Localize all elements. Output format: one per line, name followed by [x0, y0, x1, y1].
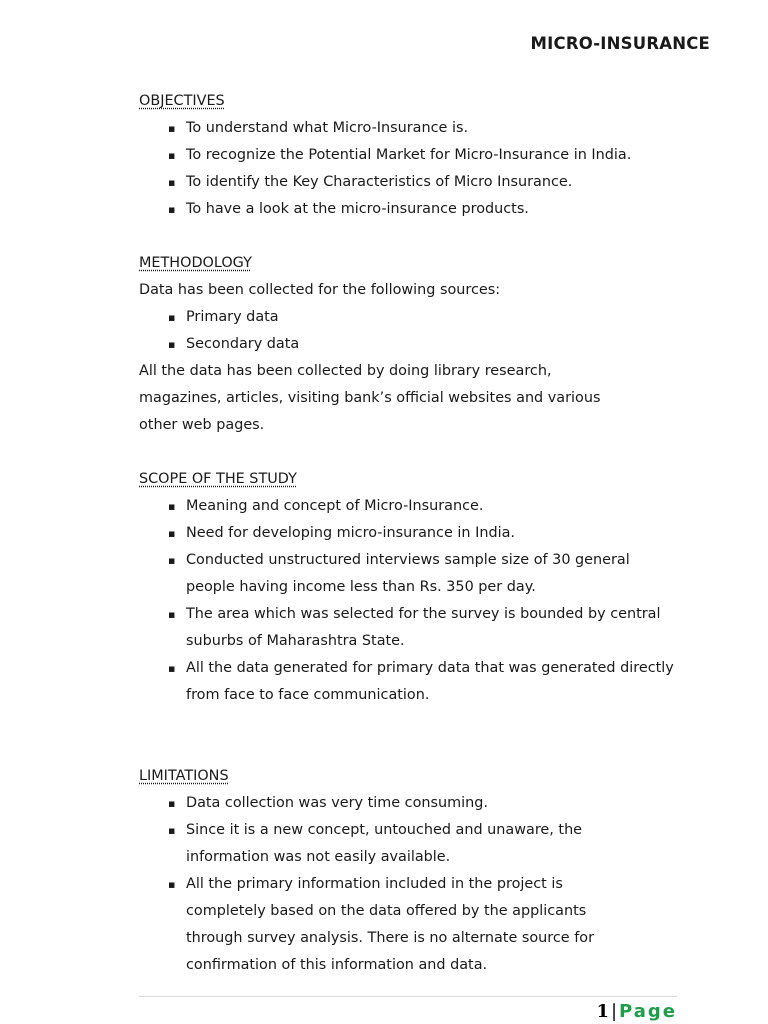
methodology-list [139, 304, 699, 358]
limitations-list [139, 790, 639, 979]
page-number: 1 [596, 1001, 609, 1022]
objectives-heading: OBJECTIVES [139, 93, 225, 109]
scope-heading: SCOPE OF THE STUDY [139, 471, 297, 487]
list-item: ▪ To identify the Key Characteristics of Micro Insurance. [139, 169, 699, 196]
list-item: ▪ Need for developing micro-insurance in India. [139, 520, 679, 547]
list-item: ▪ To have a look at the micro-insurance products. [139, 196, 699, 223]
methodology-paragraph-line: magazines, articles, visiting bank’s official websites and various [139, 390, 601, 406]
page-label: Page [619, 1001, 677, 1022]
footer-divider [139, 996, 677, 997]
list-item: ▪ All the primary information included in the project is completely based on the data offered by the applicants through survey analysis. There is no alternate source for confirmation of this information and data. [139, 871, 639, 979]
list-item: ▪ The area which was selected for the survey is bounded by central suburbs of Maharashtra State. [139, 601, 679, 655]
list-item: ▪ To understand what Micro-Insurance is. [139, 115, 699, 142]
page-separator: | [610, 1001, 618, 1022]
list-item: ▪ Secondary data [139, 331, 699, 358]
list-item: ▪ Primary data [139, 304, 699, 331]
methodology-paragraph-line: other web pages. [139, 417, 265, 433]
document-body [139, 88, 699, 979]
list-item: ▪ All the data generated for primary data that was generated directly from face to face communication. [139, 655, 679, 709]
list-item: ▪ Conducted unstructured interviews sample size of 30 general people having income less than Rs. 350 per day. [139, 547, 679, 601]
document-header-title: MICRO-INSURANCE [530, 34, 710, 53]
list-item: ▪ Data collection was very time consuming. [139, 790, 639, 817]
methodology-intro: Data has been collected for the following sources: [139, 282, 501, 298]
list-item: ▪ Since it is a new concept, untouched and unaware, the information was not easily available. [139, 817, 639, 871]
objectives-list [139, 115, 699, 223]
methodology-paragraph-line: All the data has been collected by doing library research, [139, 363, 552, 379]
limitations-heading: LIMITATIONS [139, 768, 229, 784]
page-footer [596, 1000, 677, 1024]
list-item: ▪ To recognize the Potential Market for Micro-Insurance in India. [139, 142, 699, 169]
list-item: ▪ Meaning and concept of Micro-Insurance. [139, 493, 679, 520]
methodology-heading: METHODOLOGY [139, 255, 252, 271]
scope-list [139, 493, 679, 709]
